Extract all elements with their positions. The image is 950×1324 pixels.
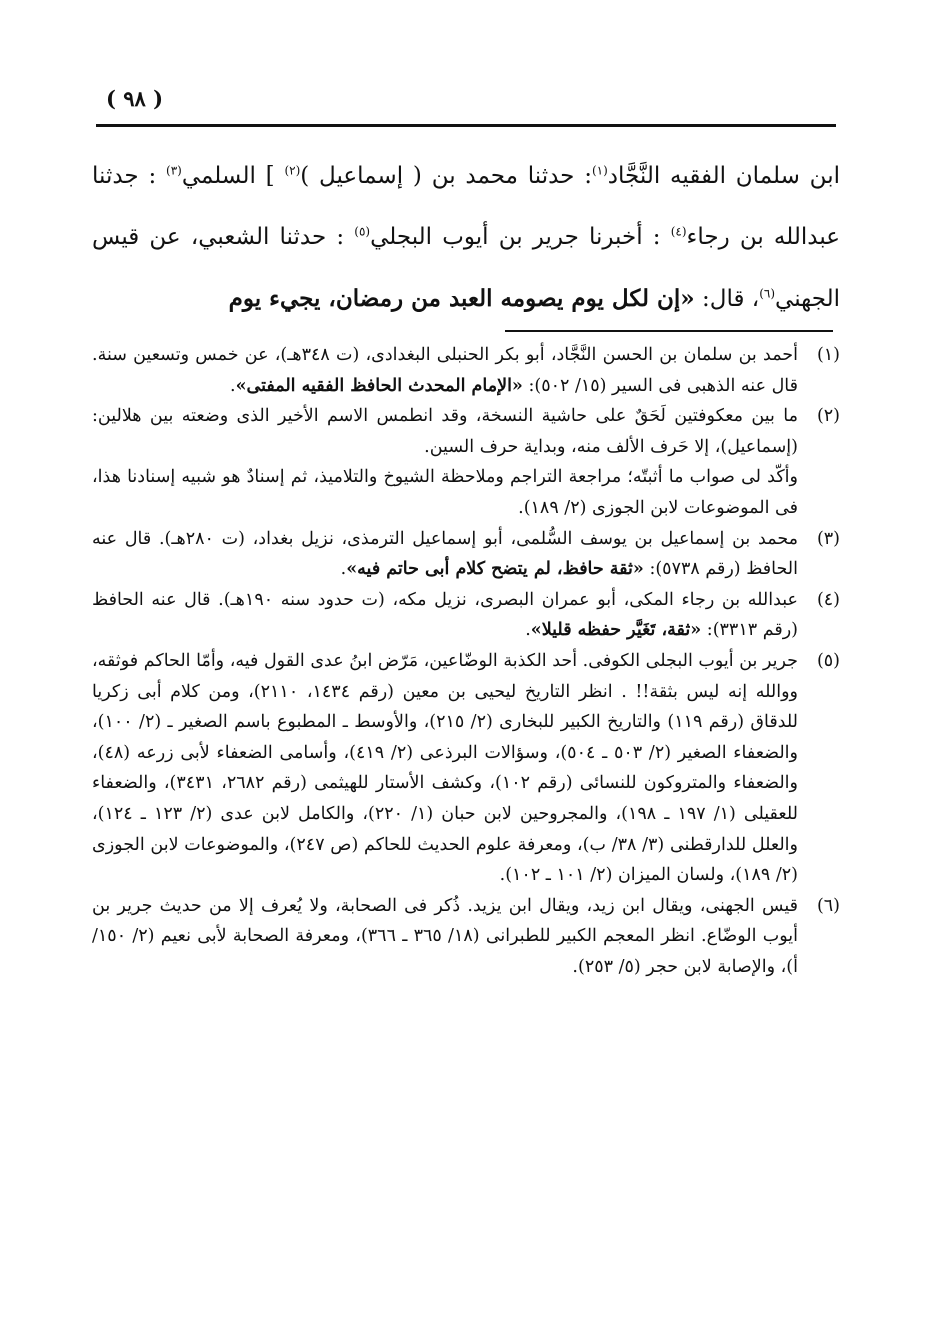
footnote-number: (٢) (816, 406, 840, 427)
footnote-6 (92, 891, 840, 983)
footnote-ref: (٢) (284, 163, 301, 178)
footnote-4 (92, 585, 840, 646)
footnote-ref: (٣) (166, 163, 182, 178)
main-text-segment: : أخبرنا جرير بن أيوب البجلي (370, 224, 661, 250)
hadith-quote: «إن لكل يوم يصومه العبد من رمضان، يجيء يوم (228, 285, 695, 312)
footnote-number: (٤) (816, 589, 840, 610)
footnote-text: محمد بن إسماعيل بن يوسف السُّلمى، أبو إسماعيل الترمذى، نزيل بغداد، (ت ٢٨٠هـ). قال عنه الحافظ (رقم ٥٧٣٨): (92, 528, 798, 580)
footnote-number: (٦) (816, 895, 840, 916)
footnote-5 (92, 646, 840, 891)
footnotes (92, 340, 840, 982)
header-rule (96, 124, 836, 127)
footnote-text: قيس الجهنى، ويقال ابن زيد، ويقال ابن يزيد. ذُكر فى الصحابة، ولا يُعرف إلا من حديث جرير بن أيوب الوضّاع. انظر المعجم الكبير للطبرانى (١٨/ ٣٦٥ ـ ٣٦٦)، ومعرفة الصحابة لأبى نعيم (٢/ ١٥٠/ أ)، والإصابة لابن حجر (٥/ ٢٥٣). (92, 895, 798, 977)
main-text-segment: ] السلمي (181, 163, 275, 189)
main-text-segment: ، قال: (694, 286, 760, 312)
footnote-ref: (٦) (759, 286, 776, 301)
page-number: ( ٩٨ ) (106, 86, 164, 111)
footnote-number: (١) (816, 345, 840, 365)
footnote-text: أحمد بن سلمان بن الحسن النَّجَّاد، أبو بكر الحنبلى البغدادى، (ت ٣٤٨هـ)، عن خمس وتسعين سنة. قال عنه الذهبى فى السير (١٥/ ٥٠٢): (92, 345, 798, 396)
footnote-continuation: وأكّد لى صواب ما أثبتّه؛ مراجعة التراجم وملاحظة الشيوخ والتلاميذ، ثم إسنادٌ هو شبيه إسنادنا هذا، فى الموضوعات لابن الجوزى (٢/ ١٨٩). (92, 467, 798, 518)
footnote-text: ما بين معكوفتين لَحَقٌ على حاشية النسخة، وقد انطمس الاسم الأخير الذى وضعته بين هلالين: (إسماعيل)، إلا حَرف الألف منه، وبداية حرف السين. (92, 406, 798, 457)
footnote-quote: «ثقة حافظ، لم يتضح كلام أبى حاتم فيه» (346, 559, 644, 580)
main-text (92, 146, 840, 330)
footnote-tail: . (525, 620, 531, 641)
footnote-2 (92, 401, 840, 523)
footnote-text: جرير بن أيوب البجلى الكوفى. أحد الكذبة الوضّاعين، مَرّض ابنُ عدى القول فيه، وأمّا الحاكم فوثقه، ووالله إنه ليس بثقة!! . انظر التاريخ ليحيى بن معين (رقم ١٤٣٤، ٢١١٠)، ومن كلام أبى زكريا للدقاق (رقم ١١٩) والتاريخ الكبير للبخارى (٢/ ٢١٥)، والأوسط ـ المطبوع باسم الصغير ـ (٢/ ١٠٠)، والضعفاء الصغير (٢/ ٥٠٣ ـ ٥٠٤)، وسؤالات البرذعى (٢/ ٤١٩)، وأسامى الضعفاء لأبى زرعه (٤٨)، والضعفاء والمتروكون للنسائى (رقم ١٠٢)، وكشف الأستار للهيثمى (رقم ٢٦٨٢، ٣٤٣١)، والضعفاء للعقيلى (١/ ١٩٧ ـ ١٩٨)، والمجروحين لابن حبان (١/ ٢٢٠)، والكامل لابن عدى (٢/ ١٢٣ ـ ١٢٤)، والعلل للدارقطنى (٣/ ٣٨/ ب)، ومعرفة علوم الحديث للحاكم (ص ٢٤٧)، والموضوعات لابن الجوزى (٢/ ١٨٩)، ولسان الميزان (٢/ ١٠١ ـ ١٠٢). (92, 650, 798, 886)
footnote-3 (92, 524, 840, 585)
footnote-quote: «الإمام المحدث الحافظ الفقيه المفتى» (235, 375, 523, 396)
footnote-ref: (٥) (354, 224, 371, 239)
footnote-number: (٣) (816, 528, 840, 549)
footnote-tail: . (340, 559, 347, 580)
main-text-segment: ابن سلمان الفقيه النَّجَّاد (607, 163, 840, 189)
main-text-segment: : حدثنا محمد بن ( إسماعيل ) (300, 163, 592, 189)
main-text-segment: : حدثنا الشعبي، عن قيس الجهني (92, 224, 840, 312)
footnote-ref: (٤) (670, 224, 687, 239)
footnote-ref: (١) (591, 163, 608, 178)
footnote-text: عبدالله بن رجاء المكى، أبو عمران البصرى، نزيل مكه، (ت حدود سنه ١٩٠هـ). قال عنه الحافظ (رقم ٣٣١٣): (92, 589, 798, 641)
footnote-quote: «ثقة، تَغَيَّر حفظه قليلا» (530, 620, 702, 641)
main-text-segment: : جدثنا عبدالله بن رجاء (92, 163, 840, 250)
footnote-number: (٥) (816, 650, 840, 671)
footnote-rule (505, 330, 833, 332)
footnote-1 (92, 340, 840, 401)
footnote-tail: . (230, 375, 236, 396)
